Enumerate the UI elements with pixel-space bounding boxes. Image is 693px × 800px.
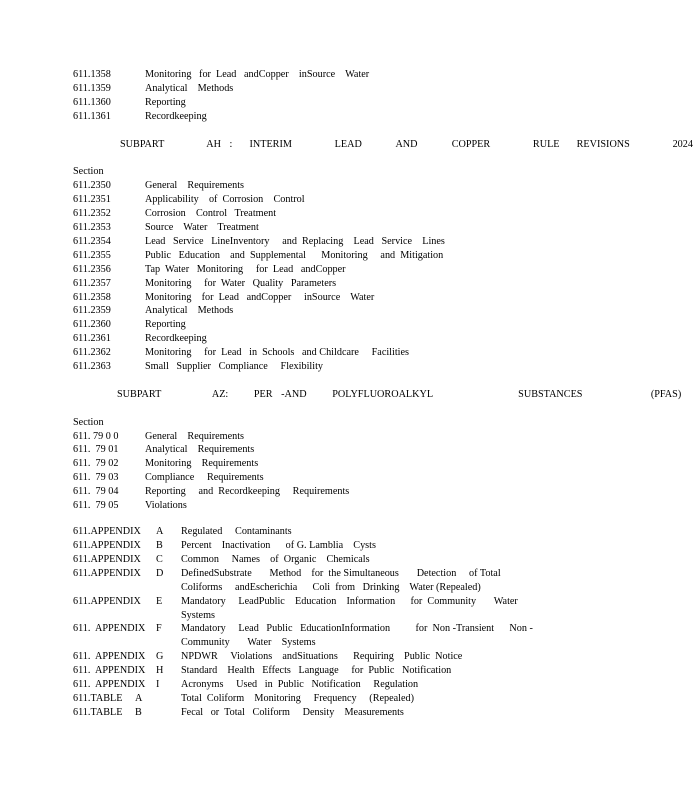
appendix-title: DefinedSubstrate Method for the Simultaneous Detection of Total bbox=[181, 568, 501, 579]
section-title: Applicability of Corrosion Control bbox=[145, 194, 305, 205]
section-number: 611.2362 bbox=[73, 347, 111, 358]
section-number: 611. 79 0 0 bbox=[73, 431, 119, 442]
section-title: Public Education and Supplemental Monitoring and Mitigation bbox=[145, 250, 444, 261]
section-title: Monitoring for Lead andCopper inSource Water bbox=[145, 292, 375, 303]
subpart-az-heading: SUBPART AZ: PER -AND POLYFLUOROALKYL SUBSTANCES (PFAS) bbox=[117, 389, 682, 400]
appendix-letter: G bbox=[156, 651, 164, 662]
appendix-letter: E bbox=[156, 596, 163, 607]
section-label: Section bbox=[73, 417, 104, 428]
section-number: 611.2363 bbox=[73, 361, 111, 372]
appendix-letter: H bbox=[156, 665, 164, 676]
section-number: 611. 79 05 bbox=[73, 500, 119, 511]
section-label: Section bbox=[73, 166, 104, 177]
section-title: Compliance Requirements bbox=[145, 472, 264, 483]
appendix-title-cont: Community Water Systems bbox=[181, 637, 316, 648]
section-title: Monitoring for Lead andCopper inSource Water bbox=[145, 69, 370, 80]
appendix-letter: I bbox=[156, 679, 160, 690]
section-title: Reporting bbox=[145, 319, 186, 330]
appendix-title: NPDWR Violations andSituations Requiring Public Notice bbox=[181, 651, 463, 662]
section-title: Recordkeeping bbox=[145, 111, 207, 122]
section-number: 611.2356 bbox=[73, 264, 111, 275]
appendix-number: 611.APPENDIX bbox=[73, 526, 141, 537]
section-title: General Requirements bbox=[145, 180, 245, 191]
section-number: 611. 79 02 bbox=[73, 458, 119, 469]
appendix-title: Percent Inactivation of G. Lamblia Cysts bbox=[181, 540, 376, 551]
section-title: Lead Service LineInventory and Replacing Lead Service Lines bbox=[145, 236, 445, 247]
section-title: Analytical Methods bbox=[145, 305, 234, 316]
appendix-title: Standard Health Effects Language for Public Notification bbox=[181, 665, 452, 676]
table-letter: A bbox=[135, 693, 143, 704]
section-number: 611.1361 bbox=[73, 111, 111, 122]
section-number: 611.2358 bbox=[73, 292, 111, 303]
section-title: Corrosion Control Treatment bbox=[145, 208, 277, 219]
appendix-number: 611.APPENDIX bbox=[73, 540, 141, 551]
section-number: 611.1360 bbox=[73, 97, 111, 108]
appendix-title: Mandatory Lead Public EducationInformation for Non -Transient Non - bbox=[181, 623, 533, 634]
table-number: 611.TABLE bbox=[73, 707, 123, 718]
section-title: Small Supplier Compliance Flexibility bbox=[145, 361, 323, 372]
appendix-title: Mandatory LeadPublic Education Information for Community Water bbox=[181, 596, 518, 607]
appendix-title-cont: Coliforms andEscherichia Coli from Drinking Water (Repealed) bbox=[181, 582, 481, 593]
appendix-letter: D bbox=[156, 568, 164, 579]
table-title: Fecal or Total Coliform Density Measurements bbox=[181, 707, 404, 718]
section-number: 611.2355 bbox=[73, 250, 111, 261]
section-title: Reporting and Recordkeeping Requirements bbox=[145, 486, 350, 497]
section-title: Violations bbox=[145, 500, 187, 511]
subpart-ah-heading: SUBPART AH : INTERIM LEAD AND COPPER RULE REVISIONS 2024 bbox=[120, 139, 693, 150]
section-number: 611.2361 bbox=[73, 333, 111, 344]
section-number: 611.2354 bbox=[73, 236, 111, 247]
table-number: 611.TABLE bbox=[73, 693, 123, 704]
appendix-letter: F bbox=[156, 623, 162, 634]
table-letter: B bbox=[135, 707, 142, 718]
section-title: Monitoring for Water Quality Parameters bbox=[145, 278, 337, 289]
table-title: Total Coliform Monitoring Frequency (Repealed) bbox=[181, 693, 414, 704]
section-title: Tap Water Monitoring for Lead andCopper bbox=[145, 264, 346, 275]
section-number: 611.2351 bbox=[73, 194, 111, 205]
appendix-letter: C bbox=[156, 554, 163, 565]
appendix-letter: B bbox=[156, 540, 163, 551]
section-title: Monitoring for Lead in Schools and Childcare Facilities bbox=[145, 347, 409, 358]
appendix-number: 611.APPENDIX bbox=[73, 568, 141, 579]
section-number: 611. 79 03 bbox=[73, 472, 119, 483]
appendix-number: 611. APPENDIX bbox=[73, 665, 146, 676]
appendix-number: 611.APPENDIX bbox=[73, 596, 141, 607]
appendix-title: Regulated Contaminants bbox=[181, 526, 292, 537]
appendix-number: 611.APPENDIX bbox=[73, 554, 141, 565]
section-number: 611.2357 bbox=[73, 278, 111, 289]
section-title: Source Water Treatment bbox=[145, 222, 259, 233]
section-title: General Requirements bbox=[145, 431, 245, 442]
section-number: 611.1359 bbox=[73, 83, 111, 94]
appendix-title-cont: Systems bbox=[181, 610, 215, 621]
section-title: Analytical Requirements bbox=[145, 444, 255, 455]
section-number: 611.2360 bbox=[73, 319, 111, 330]
section-number: 611.1358 bbox=[73, 69, 111, 80]
appendix-number: 611. APPENDIX bbox=[73, 651, 146, 662]
section-number: 611. 79 01 bbox=[73, 444, 119, 455]
section-title: Reporting bbox=[145, 97, 186, 108]
section-title: Analytical Methods bbox=[145, 83, 234, 94]
appendix-number: 611. APPENDIX bbox=[73, 679, 146, 690]
section-number: 611.2353 bbox=[73, 222, 111, 233]
section-number: 611. 79 04 bbox=[73, 486, 119, 497]
section-number: 611.2352 bbox=[73, 208, 111, 219]
appendix-title: Common Names of Organic Chemicals bbox=[181, 554, 370, 565]
section-title: Recordkeeping bbox=[145, 333, 207, 344]
section-number: 611.2359 bbox=[73, 305, 111, 316]
appendix-title: Acronyms Used in Public Notification Regulation bbox=[181, 679, 419, 690]
appendix-number: 611. APPENDIX bbox=[73, 623, 146, 634]
appendix-letter: A bbox=[156, 526, 164, 537]
section-number: 611.2350 bbox=[73, 180, 111, 191]
section-title: Monitoring Requirements bbox=[145, 458, 259, 469]
